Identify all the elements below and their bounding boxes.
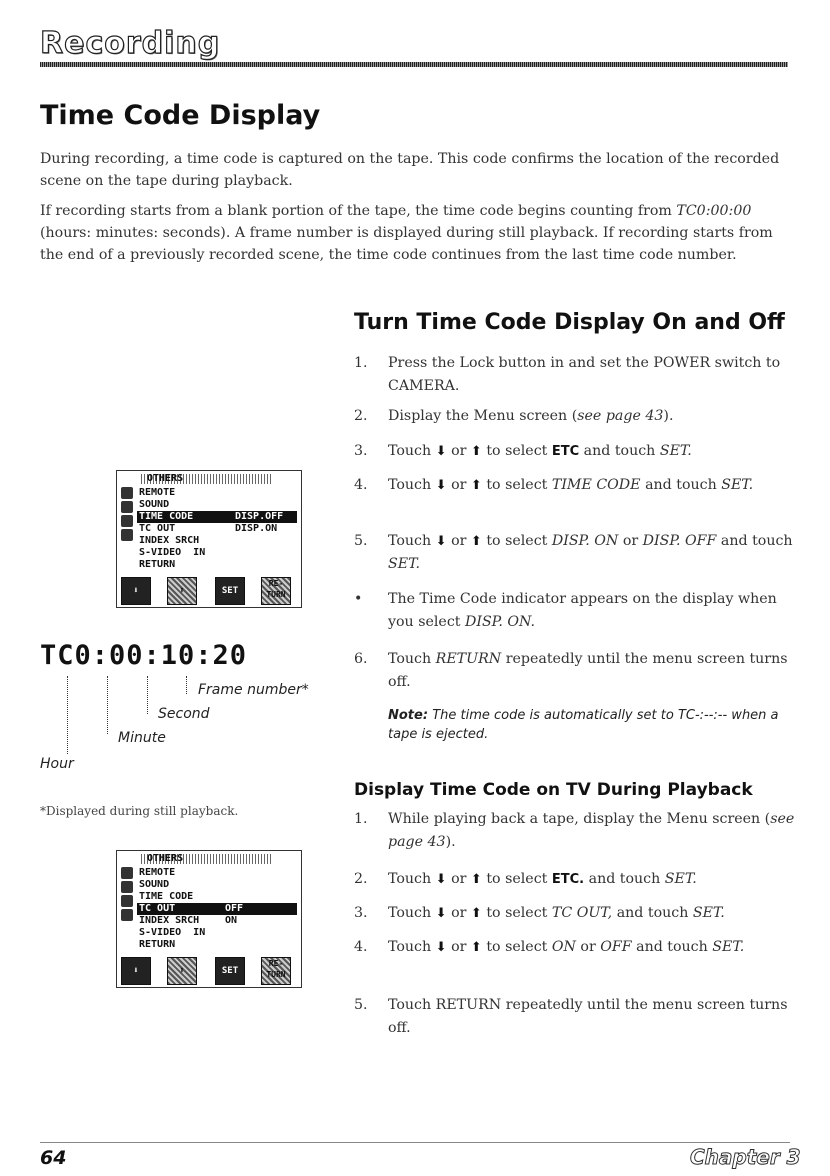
up-arrow-icon: ⬆ bbox=[470, 534, 482, 549]
menu-row: OTHERS bbox=[147, 473, 184, 484]
camera-icon bbox=[121, 895, 133, 907]
down-arrow-icon: ⬇ bbox=[435, 940, 447, 955]
down-arrow-icon: ⬇ bbox=[435, 906, 447, 921]
intro-paragraph-2: If recording starts from a blank portion of the tape, the time code begins counting from TC0:00:00 (hours: minutes: seconds). A frame number is displayed during still playback. If recording starts from the end of a previously recorded scene, the time code continues from the last time code number. bbox=[40, 203, 773, 263]
second-label: Second bbox=[158, 706, 210, 722]
section-header: Recording bbox=[40, 26, 221, 61]
section1-heading: Turn Time Code Display On and Off bbox=[354, 310, 785, 335]
menu-row: REMOTE bbox=[139, 867, 176, 878]
down-arrow-icon: ⬇ bbox=[435, 478, 447, 493]
menu-row: REMOTE bbox=[139, 487, 176, 498]
hour-label: Hour bbox=[40, 756, 74, 772]
menu-option: DISP.ON bbox=[235, 523, 278, 534]
up-arrow-icon: ⬆ bbox=[470, 872, 482, 887]
remote-icon bbox=[121, 867, 133, 879]
menu-row: S-VIDEO IN bbox=[139, 547, 206, 558]
down-arrow-icon: ⬇ bbox=[435, 534, 447, 549]
s2-step-2: 2. Touch ⬇ or ⬆ to select ETC. and touch SET. bbox=[354, 871, 697, 887]
menu-option: ON bbox=[225, 915, 238, 926]
up-arrow-icon: ⬆ bbox=[470, 940, 482, 955]
menu-option-selected: DISP.OFF bbox=[235, 511, 284, 522]
intro-paragraph-1: During recording, a time code is captured on the tape. This code confirms the location of the recorded scene on the tape during playback. bbox=[40, 151, 780, 189]
up-arrow-icon: ⬆ bbox=[470, 444, 482, 459]
menu-screen-1 bbox=[116, 470, 302, 608]
menu-row-selected: TIME CODE bbox=[139, 511, 194, 522]
s1-step-3: 3. Touch ⬇ or ⬆ to select ETC and touch SET. bbox=[354, 443, 692, 459]
menu-row: OTHERS bbox=[147, 853, 184, 864]
menu-screen-2 bbox=[116, 850, 302, 988]
s2-step-5: 5. Touch RETURN repeatedly until the menu screen turns off. bbox=[354, 997, 788, 1036]
s2-step-3: 3. Touch ⬇ or ⬆ to select TC OUT, and touch SET. bbox=[354, 905, 725, 921]
s1-step-4: 4. Touch ⬇ or ⬆ to select TIME CODE and touch SET. bbox=[354, 477, 754, 493]
footer-rule bbox=[40, 1142, 790, 1143]
header-rule bbox=[40, 62, 788, 67]
s1-bullet: • The Time Code indicator appears on the display when you select DISP. ON. bbox=[354, 591, 777, 630]
footnote: *Displayed during still playback. bbox=[40, 804, 239, 818]
down-button: ⬇ bbox=[121, 577, 151, 605]
menu-row: INDEX SRCH bbox=[139, 915, 200, 926]
menu-row: RETURN bbox=[139, 559, 176, 570]
settings-icon bbox=[121, 529, 133, 541]
settings-icon bbox=[121, 909, 133, 921]
chapter-label: Chapter 3 bbox=[690, 1145, 801, 1169]
menu-row: SOUND bbox=[139, 879, 170, 890]
menu-row: TIME CODE bbox=[139, 891, 194, 902]
menu-row: SOUND bbox=[139, 499, 170, 510]
camera-icon bbox=[121, 515, 133, 527]
frame-number-label: Frame number* bbox=[198, 682, 309, 698]
page-title: Time Code Display bbox=[40, 100, 321, 131]
note: Note: The time code is automatically set to TC-:--:-- when a tape is ejected. bbox=[388, 708, 779, 742]
menu-row: TC OUT bbox=[139, 523, 176, 534]
s1-step-6: 6. Touch RETURN repeatedly until the menu screen turns off. bbox=[354, 651, 788, 690]
s1-step-2: 2. Display the Menu screen (see page 43). bbox=[354, 408, 674, 424]
up-arrow-icon: ⬆ bbox=[470, 906, 482, 921]
section2-heading: Display Time Code on TV During Playback bbox=[354, 780, 753, 800]
menu-row: S-VIDEO IN bbox=[139, 927, 206, 938]
menu-row: RETURN bbox=[139, 939, 176, 950]
s1-step-1: 1. Press the Lock button in and set the POWER switch to CAMERA. bbox=[354, 355, 781, 394]
remote-icon bbox=[121, 487, 133, 499]
s2-step-1: 1. While playing back a tape, display the Menu screen (see page 43). bbox=[354, 811, 795, 850]
page-number: 64 bbox=[40, 1147, 67, 1169]
sound-icon bbox=[121, 501, 133, 513]
up-button: ⬆ bbox=[167, 957, 197, 985]
menu-row: INDEX SRCH bbox=[139, 535, 200, 546]
down-arrow-icon: ⬇ bbox=[435, 872, 447, 887]
set-button: SET bbox=[215, 957, 245, 985]
set-button: SET bbox=[215, 577, 245, 605]
s1-step-5: 5. Touch ⬇ or ⬆ to select DISP. ON or DISP. OFF and touch SET. bbox=[354, 533, 793, 572]
timecode-display: TC0:00:10:20 bbox=[40, 640, 248, 671]
menu-option-selected: OFF bbox=[225, 903, 244, 914]
minute-label: Minute bbox=[118, 730, 166, 746]
s2-step-4: 4. Touch ⬇ or ⬆ to select ON or OFF and touch SET. bbox=[354, 939, 745, 955]
down-arrow-icon: ⬇ bbox=[435, 444, 447, 459]
menu-row-selected: TC OUT bbox=[139, 903, 176, 914]
down-button: ⬇ bbox=[121, 957, 151, 985]
return-button: RE-TURN bbox=[261, 577, 291, 605]
up-arrow-icon: ⬆ bbox=[470, 478, 482, 493]
return-button: RE-TURN bbox=[261, 957, 291, 985]
up-button: ⬆ bbox=[167, 577, 197, 605]
sound-icon bbox=[121, 881, 133, 893]
